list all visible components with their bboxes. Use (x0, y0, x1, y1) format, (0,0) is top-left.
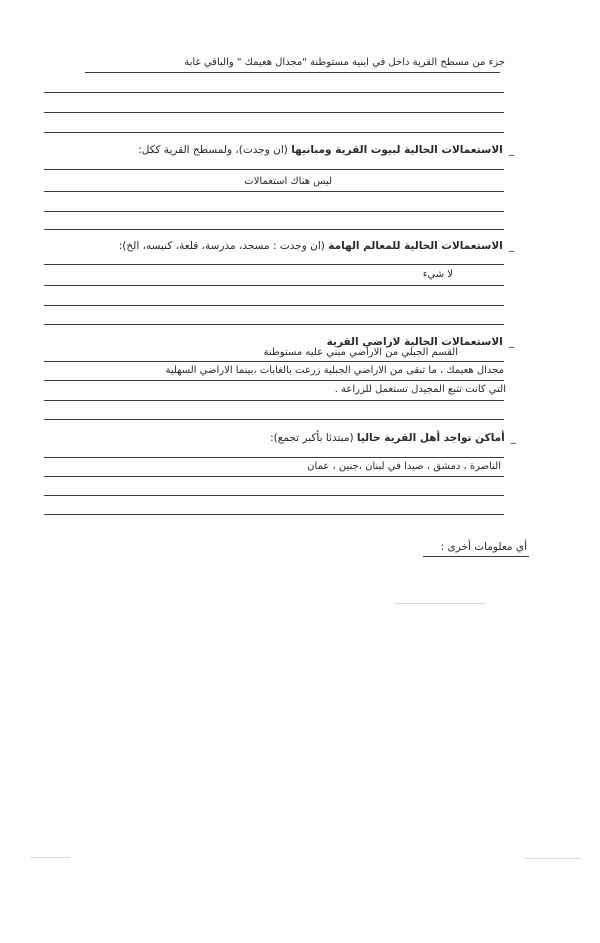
rule (44, 169, 504, 170)
answer-lands-line-3: التي كانت تتبع المجيدل تستعمل للزراعة . (334, 384, 506, 395)
rule (44, 400, 504, 401)
rule (44, 285, 504, 286)
answer-residents-location: الناصرة ، دمشق ، صيدا في لبنان ،جنين ، عمان (307, 461, 501, 472)
bullet-dash: _ (508, 336, 514, 348)
bullet-dash: _ (508, 240, 514, 252)
section-current-uses-houses-heading (138, 143, 514, 157)
rule (44, 457, 504, 458)
rule (44, 112, 504, 113)
rule (44, 514, 504, 515)
rule (44, 229, 504, 230)
section-residents-location-heading (270, 431, 516, 445)
scan-smudge (395, 603, 485, 604)
heading-rest: (مبتدئا بأكبر تجمع): (270, 432, 354, 444)
answer-current-uses-houses: ليس هناك استعمالات (244, 176, 332, 187)
bullet-dash: _ (510, 432, 516, 444)
heading-rest: (ان وجدت)، ولمسطح القرية ككل: (138, 144, 288, 156)
heading-rest: (ان وجدت : مسجد، مدرسة، قلعة، كنيسه، الخ): (118, 240, 325, 252)
scan-smudge (525, 858, 580, 859)
rule (44, 380, 504, 381)
rule (44, 132, 504, 133)
rule (44, 324, 504, 325)
rule (44, 211, 504, 212)
bullet-dash: _ (508, 144, 514, 156)
heading-bold: الاستعمالات الحالية للمعالم الهامة (328, 240, 503, 252)
section-landmarks-heading (119, 239, 514, 253)
heading-bold: الاستعمالات الحالية لبيوت القرية ومبانيها (291, 144, 503, 156)
intro-text: جزء من مسطح القرية داخل في ابنية مستوطنة "مجدال هعيمك " والباقي غابة (184, 57, 505, 68)
rule (44, 92, 504, 93)
rule (85, 72, 500, 73)
heading-bold: الاستعمالات الحالية لاراضي القرية (326, 336, 503, 348)
scan-smudge (30, 857, 70, 858)
rule (44, 305, 504, 306)
other-info-heading: أي معلومات أخرى : (440, 541, 527, 553)
answer-lands-line-2: مجدال هعيمك ، ما تبقى من الاراضي الجبلية زرعت بالغابات ،بينما الاراضي السهلية (165, 365, 504, 376)
answer-lands-line-1: القسم الجبلي من الاراضي مبني عليه مستوطنة (263, 347, 458, 358)
other-info-underline (423, 556, 529, 557)
rule (44, 419, 504, 420)
heading-bold: أماكن تواجد أهل القرية حاليا (356, 432, 505, 444)
answer-landmarks: لا شيء (422, 269, 453, 280)
rule (44, 191, 504, 192)
rule (44, 264, 504, 265)
rule (44, 476, 504, 477)
rule (44, 495, 504, 496)
rule (44, 361, 504, 362)
